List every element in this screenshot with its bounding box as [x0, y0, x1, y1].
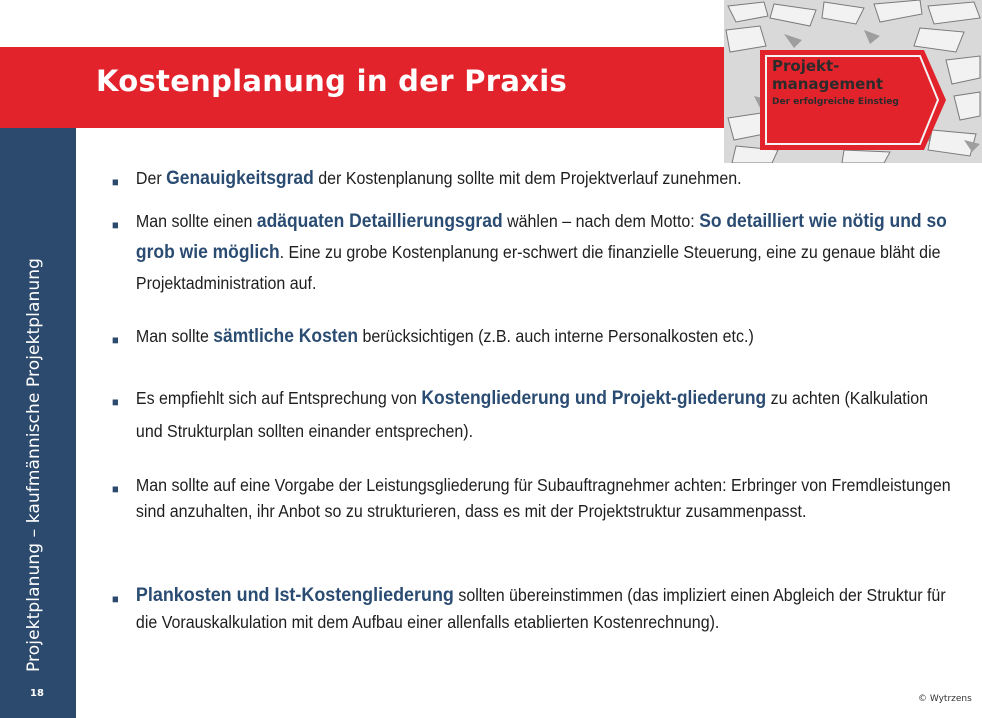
bullet-item	[112, 582, 958, 636]
bullet-item	[112, 382, 958, 472]
page-number: 18	[30, 688, 44, 699]
bullet-icon: ■	[112, 395, 119, 409]
logo-text	[772, 58, 899, 108]
slide-title: Kostenplanung in der Praxis	[96, 64, 568, 98]
bullet-icon: ■	[112, 482, 119, 496]
logo-line-3: Der erfolgreiche Einstieg	[772, 97, 899, 108]
bullet-item	[112, 206, 958, 324]
bullet-icon: ■	[112, 175, 119, 189]
bullet-highlight: adäquaten Detaillierungsgrad	[256, 211, 503, 232]
bullet-text: der Kostenplanung sollte mit dem Projektverlauf zunehmen.	[313, 168, 742, 188]
bullet-item	[112, 472, 958, 582]
bullet-text: wählen – nach dem Motto:	[502, 211, 700, 231]
bullet-icon: ■	[112, 592, 119, 606]
bullet-highlight: Kostengliederung und Projekt-gliederung	[421, 388, 767, 409]
logo-line-2: management	[772, 74, 884, 93]
logo-line-1: Projekt-	[772, 57, 840, 75]
bullet-text: Man sollte auf eine Vorgabe der Leistungsgliederung für Subauftragnehmer achten: Erbringer von Fremdleistungen sind anzuhalten, ihr Anbot so zu strukturieren, dass es mit der Projektstruktur zusammenpasst.	[135, 475, 951, 521]
bullet-text: berücksichtigen (z.B. auch interne Personalkosten etc.)	[358, 326, 754, 346]
bullet-text: Man sollte	[135, 326, 214, 346]
bullet-icon: ■	[112, 333, 119, 347]
bullet-highlight: Genauigkeitsgrad	[166, 168, 314, 189]
bullet-text: Man sollte einen	[135, 211, 257, 231]
bullet-text: . Eine zu grobe Kostenplanung er-schwert die finanzielle Steuerung, eine zu genaue bläht die Projektadministration auf.	[135, 242, 941, 293]
bullet-text: zu achten (Kalkulation und Strukturplan sollten einander entsprechen).	[135, 388, 929, 441]
bullet-list	[112, 160, 962, 636]
bullet-item	[112, 324, 958, 382]
copyright: © Wytrzens	[918, 694, 972, 704]
bullet-icon: ■	[112, 218, 119, 232]
bullet-item	[112, 166, 958, 206]
sidebar-title: Projektplanung – kaufmännische Projektplanung	[24, 257, 44, 672]
bullet-highlight: So detailliert wie nötig und so grob wie möglich	[135, 211, 947, 263]
bullet-highlight: Plankosten und Ist-Kostengliederung	[135, 584, 454, 606]
bullet-text: Es empfiehlt sich auf Entsprechung von	[135, 388, 422, 408]
bullet-text: Der	[135, 168, 167, 188]
bullet-highlight: sämtliche Kosten	[213, 326, 359, 347]
bullet-text: sollten übereinstimmen (das impliziert einen Abgleich der Struktur für die Vorauskalkulation mit dem Aufbau einer allenfalls etablierten Kostenrechnung).	[135, 585, 946, 632]
